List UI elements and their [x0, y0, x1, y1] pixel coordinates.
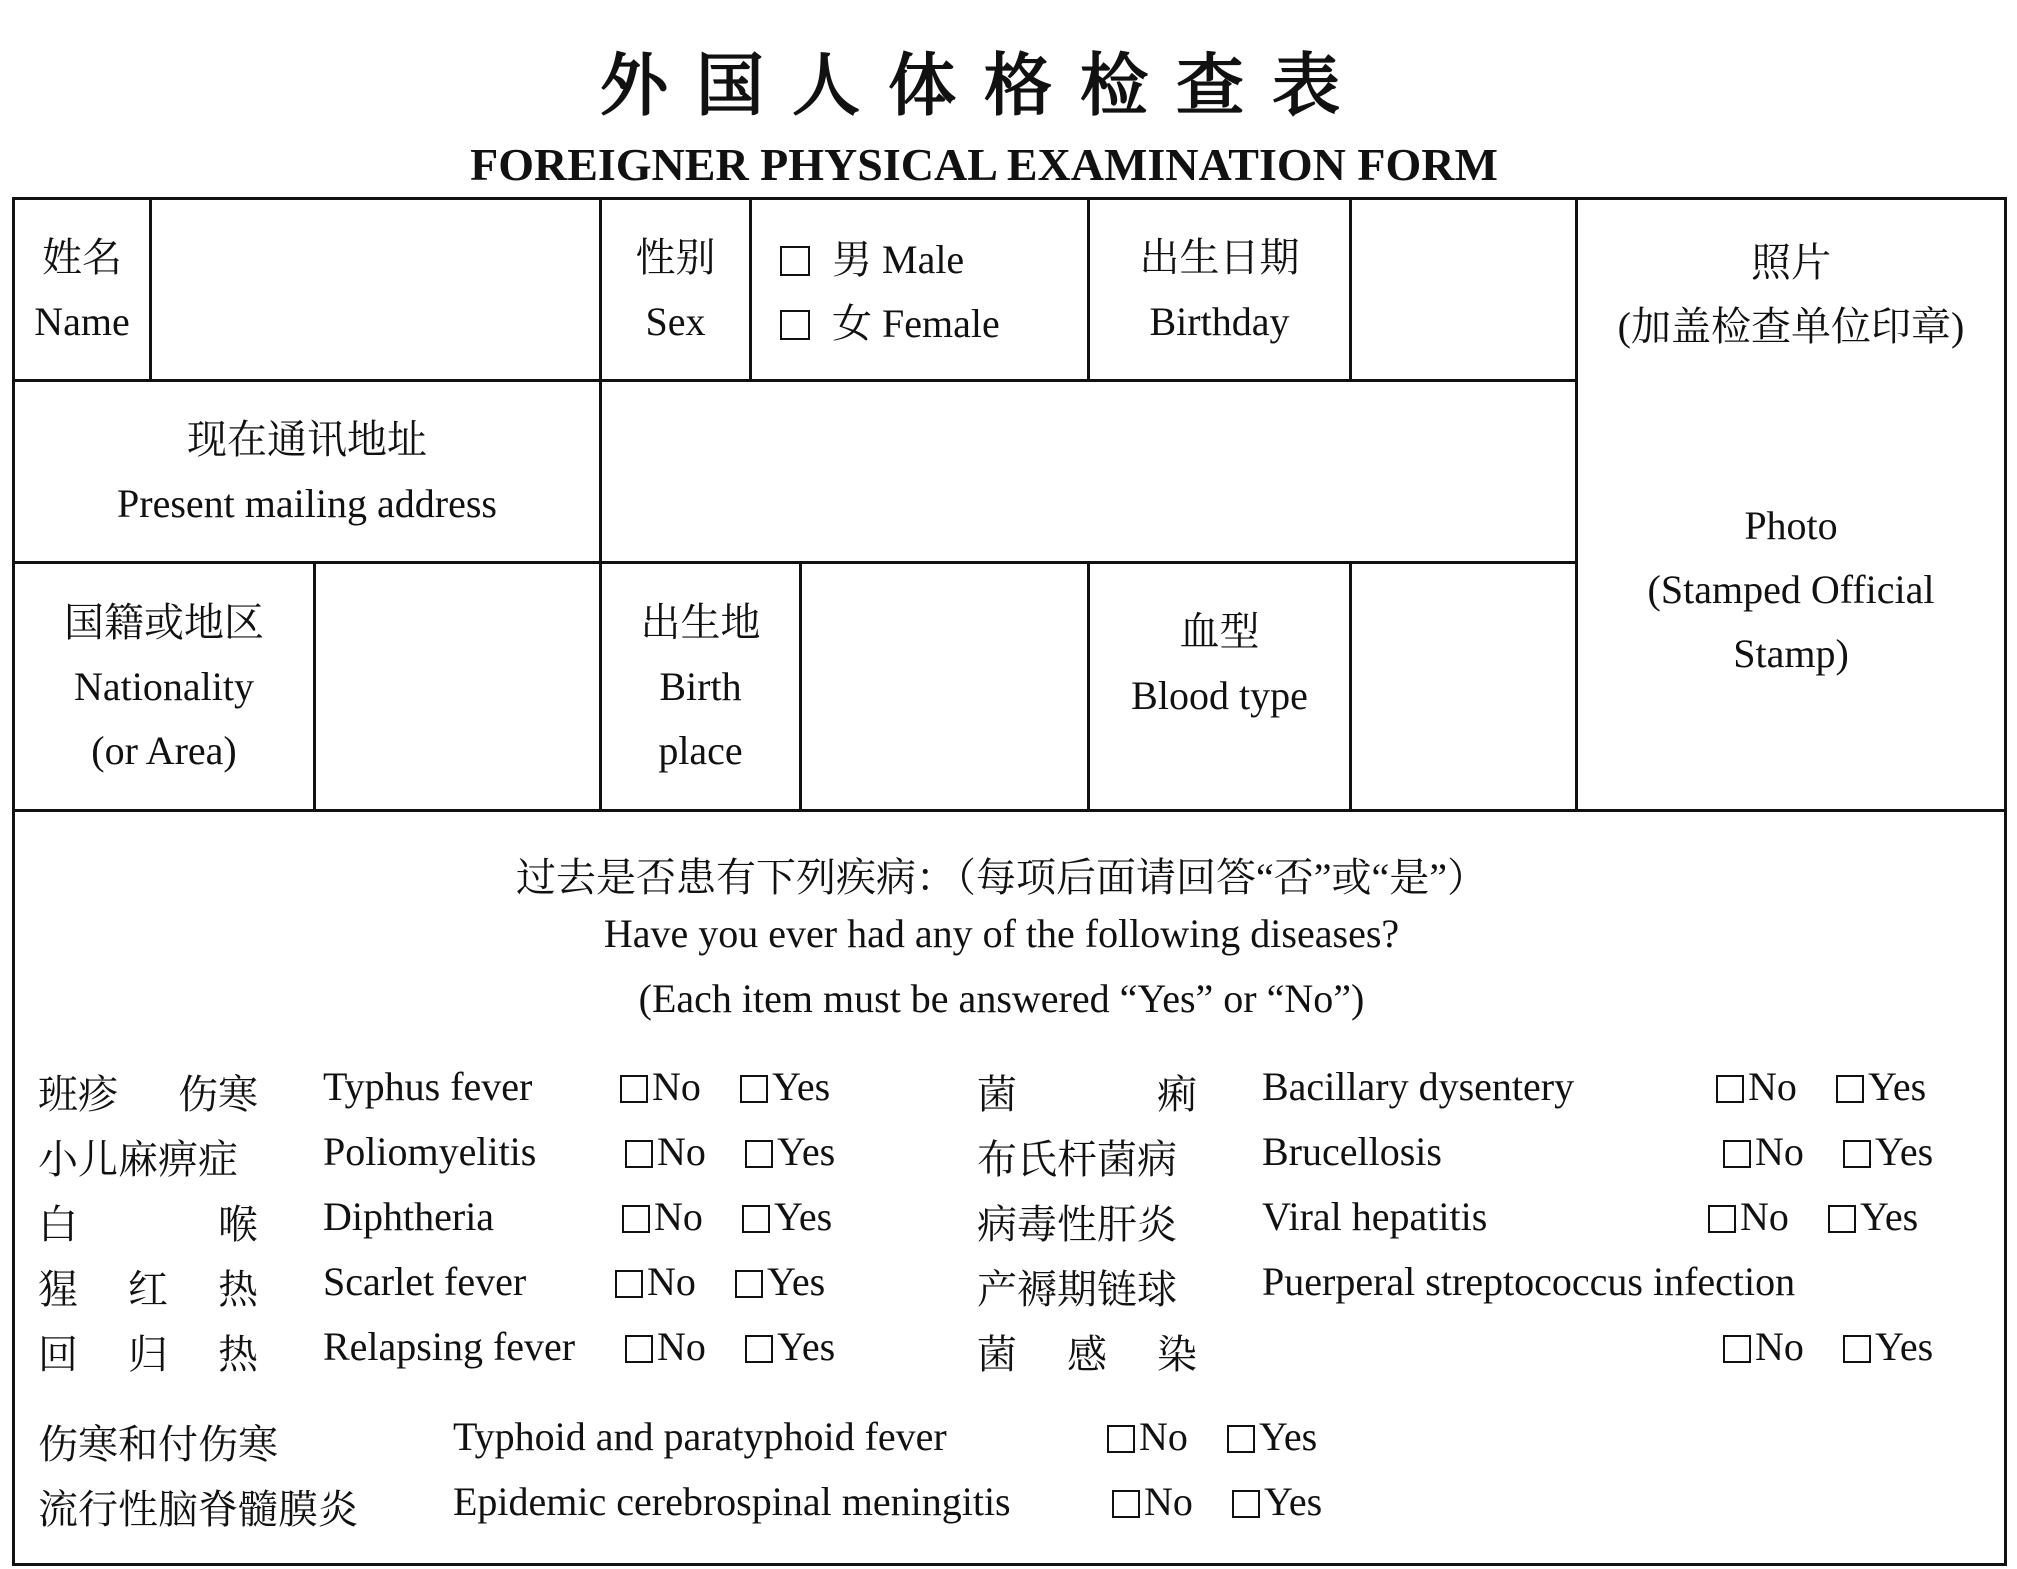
- disease-en-name: Scarlet fever: [323, 1259, 527, 1304]
- disease-yes-option[interactable]: Yes: [1232, 1478, 1322, 1525]
- male-checkbox[interactable]: [780, 246, 810, 276]
- nationality-label: 国籍或地区 Nationality (or Area): [64, 599, 264, 773]
- blood-type-field[interactable]: [1352, 564, 1575, 809]
- blood-type-label: 血型 Blood type: [1131, 609, 1308, 718]
- disease-yes-option[interactable]: Yes: [1843, 1323, 1933, 1370]
- disease-yes-option[interactable]: Yes: [735, 1258, 825, 1305]
- female-checkbox[interactable]: [780, 310, 810, 340]
- list-item: [977, 1063, 1197, 1120]
- disease-en-name: Epidemic cerebrospinal meningitis: [453, 1479, 1011, 1524]
- disease-yes-option[interactable]: Yes: [742, 1193, 832, 1240]
- sex-male-option[interactable]: 男 Male: [780, 228, 964, 285]
- birthday-field[interactable]: [1352, 200, 1575, 379]
- address-label: 现在通讯地址 Present mailing address: [117, 416, 497, 526]
- disease-no-option[interactable]: No: [615, 1258, 696, 1305]
- disease-no-option[interactable]: No: [622, 1193, 703, 1240]
- disease-en-name: Puerperal streptococcus infection: [1262, 1259, 1796, 1304]
- disease-cn-name: 产褥期链球: [977, 1267, 1177, 1312]
- disease-yes-option[interactable]: Yes: [1843, 1128, 1933, 1175]
- list-item: [977, 1258, 1197, 1315]
- disease-cn-name: 流行性脑脊髓膜炎: [38, 1487, 358, 1532]
- disease-cn-name: 回 归 热: [38, 1332, 258, 1377]
- disease-no-option[interactable]: No: [1107, 1413, 1188, 1460]
- disease-cn-name: 菌 感 染: [977, 1332, 1197, 1377]
- list-item: [38, 1323, 258, 1380]
- disease-no-option[interactable]: No: [1723, 1323, 1804, 1370]
- disease-cn-name: 布氏杆菌病: [977, 1137, 1177, 1182]
- disease-en-name: Typhus fever: [323, 1064, 533, 1109]
- photo-box[interactable]: Photo (Stamped Official Stamp): [1647, 503, 1935, 676]
- nationality-field[interactable]: [316, 564, 599, 809]
- disease-en-name: Bacillary dysentery: [1262, 1064, 1575, 1109]
- disease-cn-name: 小儿麻痹症: [38, 1137, 238, 1182]
- disease-no-option[interactable]: No: [1112, 1478, 1193, 1525]
- form-title-en: FOREIGNER PHYSICAL EXAMINATION FORM: [470, 139, 1498, 190]
- address-field[interactable]: [602, 382, 1575, 561]
- list-item: [38, 1193, 258, 1250]
- disease-cn-name: 班疹 伤寒: [38, 1072, 258, 1117]
- disease-no-option[interactable]: No: [625, 1128, 706, 1175]
- sex-female-option[interactable]: 女 Female: [780, 292, 1000, 349]
- disease-cn-name: 菌 痢: [977, 1072, 1197, 1117]
- disease-en-name: Poliomyelitis: [323, 1129, 537, 1174]
- name-label: 姓名 Name: [34, 234, 130, 344]
- form-title-cn: 外国人体格检查表: [599, 48, 1368, 124]
- list-item: [38, 1063, 258, 1120]
- diseases-question-en: Have you ever had any of the following diseases?: [603, 911, 1400, 956]
- disease-en-name: Brucellosis: [1262, 1129, 1442, 1174]
- disease-cn-name: 病毒性肝炎: [977, 1202, 1177, 1247]
- disease-no-option[interactable]: No: [620, 1063, 701, 1110]
- disease-yes-option[interactable]: Yes: [1828, 1193, 1918, 1240]
- disease-cn-name: 白 喉: [38, 1202, 258, 1247]
- list-item: [38, 1128, 258, 1185]
- disease-en-name: Viral hepatitis: [1262, 1194, 1488, 1239]
- disease-cn-name: 猩 红 热: [38, 1267, 258, 1312]
- birthplace-label: 出生地 Birth place: [640, 599, 761, 773]
- diseases-instruction-en: (Each item must be answered “Yes” or “No”): [638, 976, 1365, 1021]
- diseases-question-cn: 过去是否患有下列疾病：（每项后面请回答“否”或“是”）: [515, 855, 1487, 900]
- disease-cn-name: 伤寒和付伤寒: [38, 1422, 278, 1467]
- photo-label-cn: 照片 (加盖检查单位印章): [1617, 240, 1965, 349]
- list-item: [977, 1323, 1197, 1380]
- sex-label: 性别 Sex: [635, 234, 716, 344]
- list-item: [977, 1128, 1197, 1185]
- disease-en-name: Typhoid and paratyphoid fever: [453, 1414, 947, 1459]
- disease-en-name: Relapsing fever: [323, 1324, 576, 1369]
- disease-no-option[interactable]: No: [1708, 1193, 1789, 1240]
- birthplace-field[interactable]: [802, 564, 1087, 809]
- disease-no-option[interactable]: No: [625, 1323, 706, 1370]
- disease-yes-option[interactable]: Yes: [745, 1323, 835, 1370]
- disease-yes-option[interactable]: Yes: [745, 1128, 835, 1175]
- list-item: [38, 1258, 258, 1315]
- birthday-label: 出生日期 Birthday: [1139, 234, 1300, 344]
- disease-no-option[interactable]: No: [1716, 1063, 1797, 1110]
- disease-yes-option[interactable]: Yes: [1836, 1063, 1926, 1110]
- disease-no-option[interactable]: No: [1723, 1128, 1804, 1175]
- list-item: [977, 1193, 1197, 1250]
- name-field[interactable]: [152, 200, 599, 379]
- disease-yes-option[interactable]: Yes: [1227, 1413, 1317, 1460]
- disease-yes-option[interactable]: Yes: [740, 1063, 830, 1110]
- disease-en-name: Diphtheria: [323, 1194, 495, 1239]
